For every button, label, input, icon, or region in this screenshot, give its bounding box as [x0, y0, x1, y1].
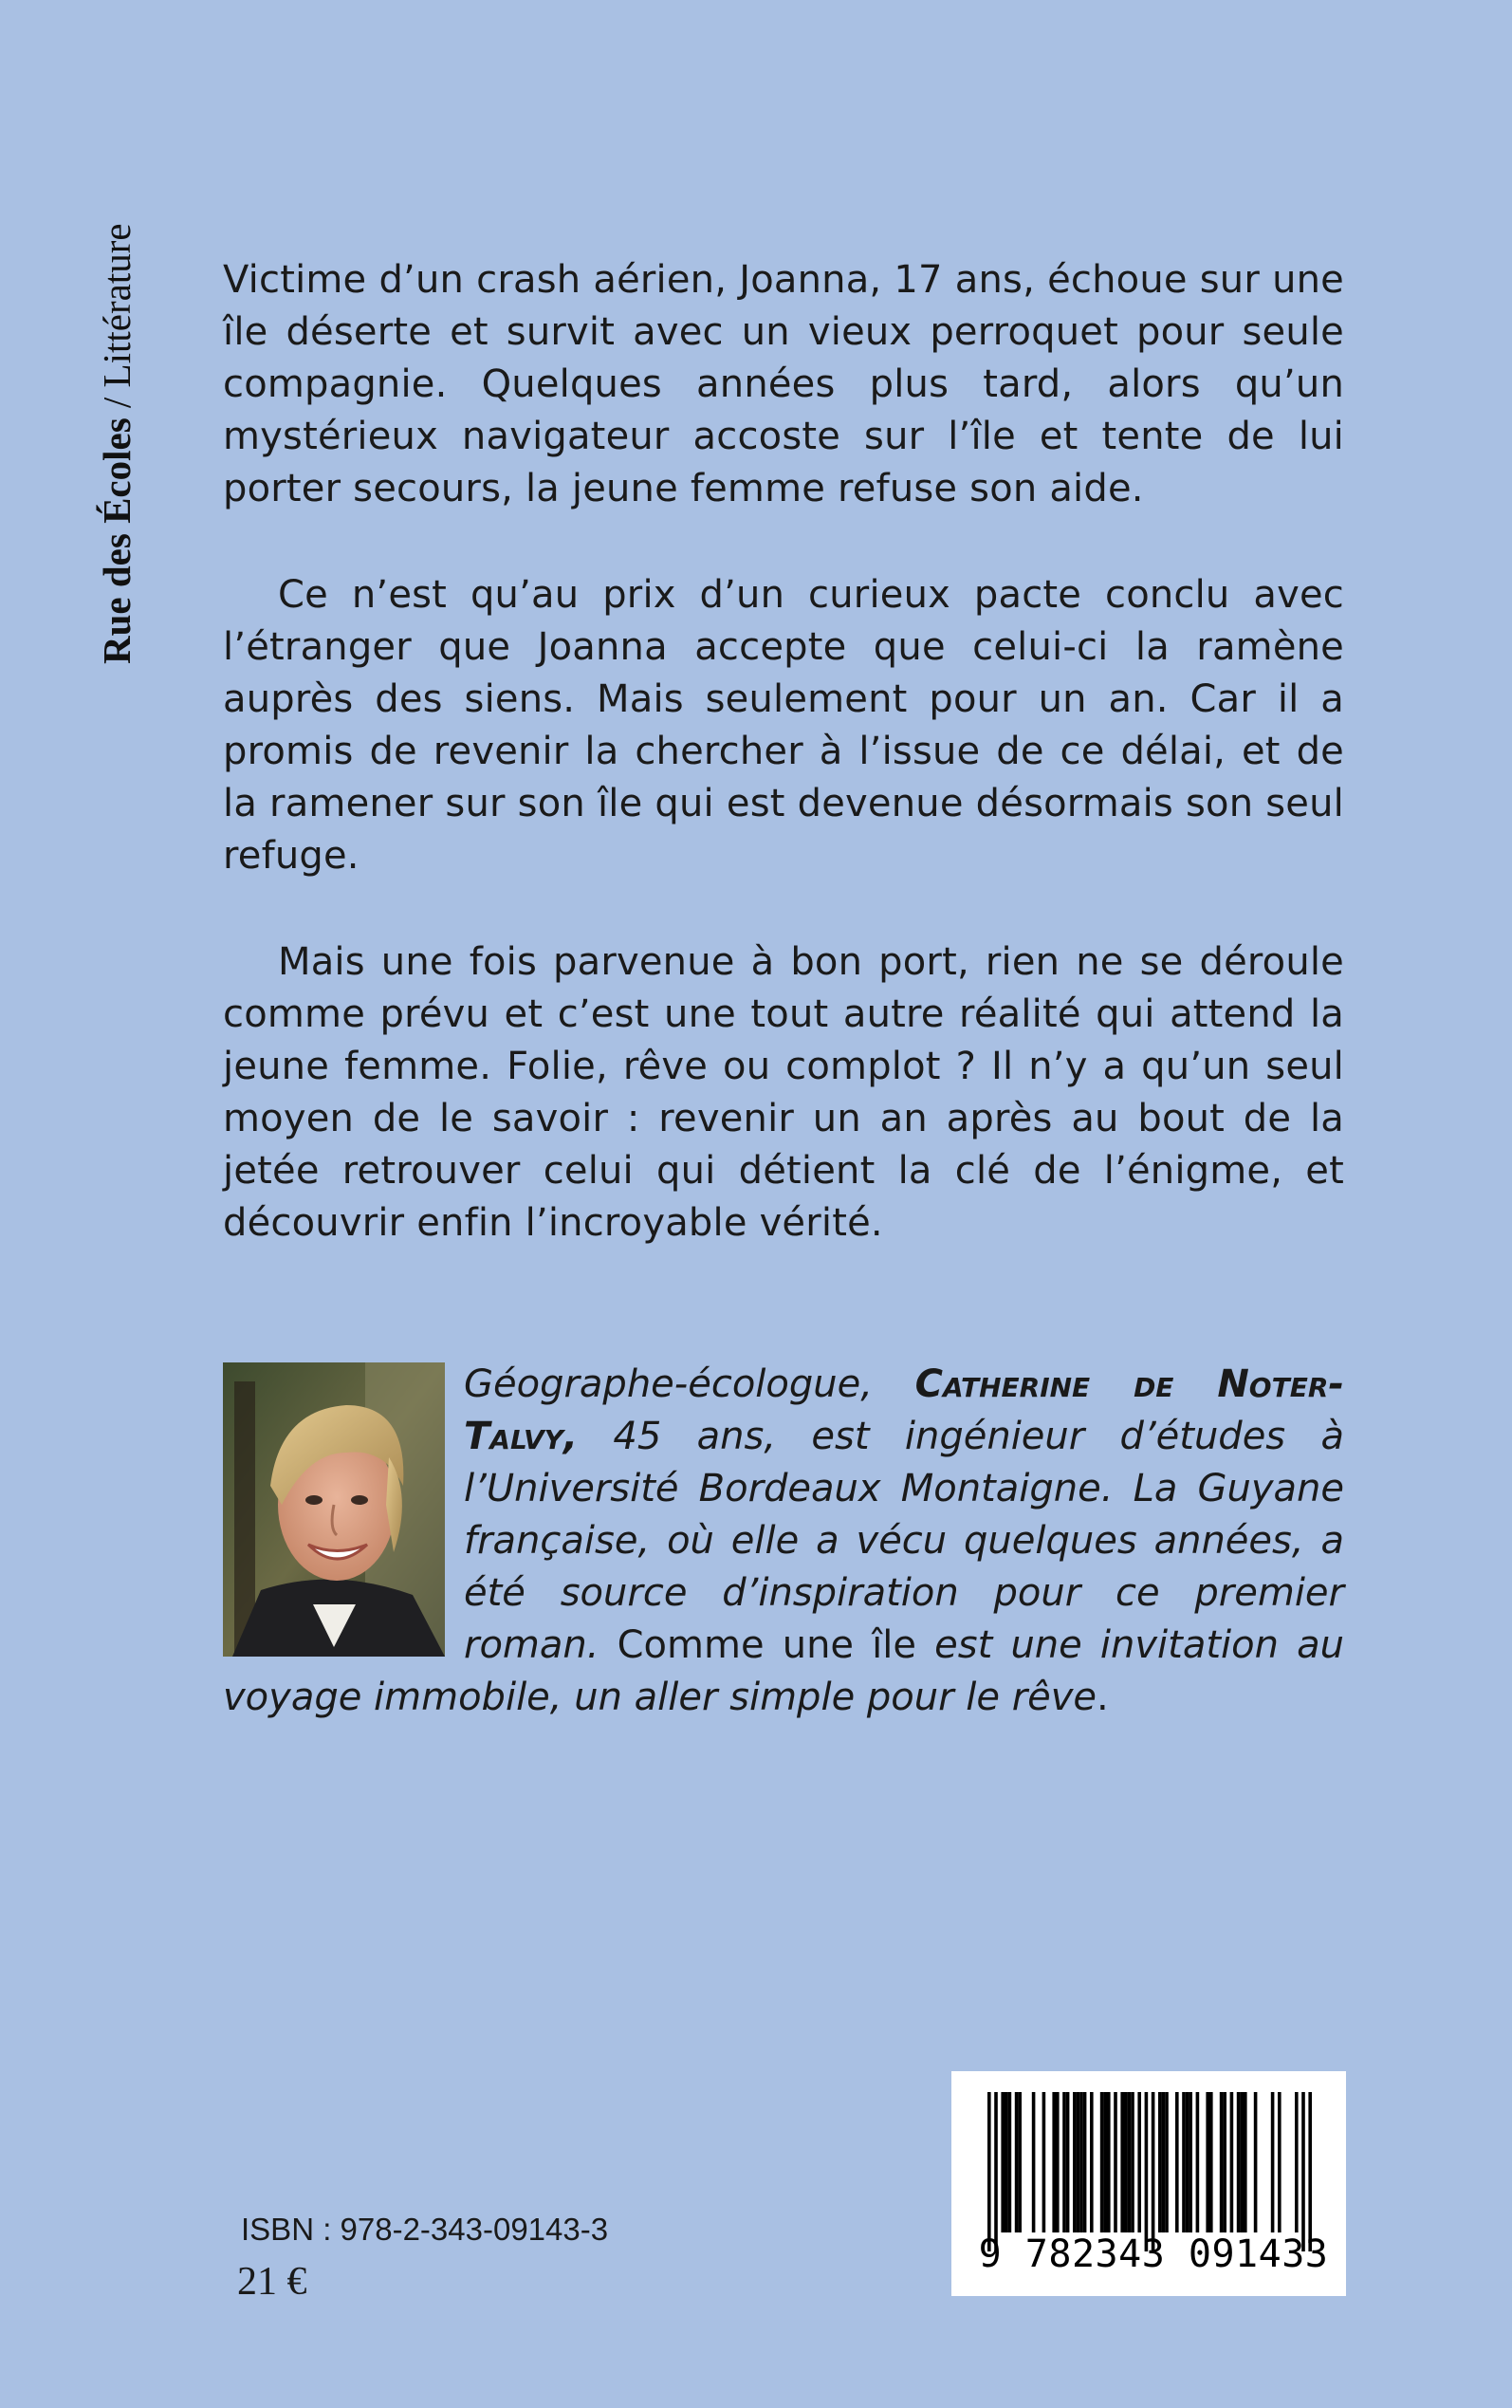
author-bio: [223, 1359, 1344, 1724]
barcode-bar: [1209, 2092, 1213, 2232]
barcode-bar: [1175, 2092, 1179, 2232]
spine-separator: /: [95, 387, 138, 418]
barcode-bar: [1295, 2092, 1299, 2232]
bio-end: .: [1097, 1676, 1109, 1719]
barcode-bar: [1220, 2092, 1224, 2232]
barcode-bar: [1230, 2092, 1234, 2232]
blurb-paragraph-3: Mais une fois parvenue à bon port, rien ne se déroule comme prévu et c’est une tout autre réalité qui attend la jeune femme. Folie, rêve ou complot ? Il n’y a qu’un seul moyen de le savoir : revenir un an après au bout de la jetée retrouver celui qui détient la clé de l’énigme, et découvrir enfin l’incroyable vérité.: [223, 940, 1344, 1245]
barcode-bar: [1052, 2092, 1056, 2232]
blurb-paragraph-2: Ce n’est qu’au prix d’un curieux pacte conclu avec l’étranger que Joanna accepte que celui-ci la ramène auprès des siens. Mais seulement pour un an. Car il a promis de revenir la chercher à l’issue de ce délai, et de la ramener sur son île qui est devenue désormais son seul refuge.: [223, 573, 1344, 878]
barcode-bar: [1271, 2092, 1275, 2232]
barcode-bar: [1182, 2092, 1186, 2232]
barcode-bar: [1124, 2092, 1128, 2232]
barcode-bar: [1056, 2092, 1060, 2232]
blurb: [223, 254, 1344, 1304]
barcode-bar: [1100, 2092, 1104, 2232]
blurb-paragraph-1: Victime d’un crash aérien, Joanna, 17 ans, échoue sur une île déserte et survit avec un vieux perroquet pour seule compagnie. Quelques années plus tard, alors qu’un mystérieux navigateur accoste sur l’île et tente de lui porter secours, la jeune femme refuse son aide.: [223, 258, 1344, 510]
barcode-bar: [1278, 2092, 1282, 2232]
barcode-bar: [1189, 2092, 1192, 2232]
barcode-bar: [1073, 2092, 1077, 2232]
spine: [93, 223, 138, 665]
author-photo: [223, 1362, 445, 1657]
barcode-bar: [1042, 2092, 1046, 2232]
price: 21 €: [237, 2260, 307, 2304]
book-title: Comme une île: [617, 1623, 917, 1667]
barcode-bar: [1107, 2092, 1111, 2232]
barcode-bar: [1206, 2092, 1209, 2232]
barcode-bar: [1137, 2092, 1141, 2232]
barcode-bar: [1018, 2092, 1022, 2232]
barcode-bar: [1015, 2092, 1019, 2232]
barcode-bar: [1186, 2092, 1189, 2232]
barcode-bar: [1103, 2092, 1107, 2232]
barcode-bar: [1301, 2092, 1305, 2251]
barcode: [951, 2071, 1346, 2296]
barcode-bar: [1237, 2092, 1241, 2232]
author-name: Catherine de Noter-Talvy,: [464, 1362, 1344, 1458]
barcode-bar: [1158, 2092, 1162, 2232]
barcode-bar: [1066, 2092, 1070, 2232]
barcode-bar: [1254, 2092, 1258, 2232]
isbn: ISBN : 978-2-343-09143-3: [241, 2212, 609, 2247]
barcode-bar: [1162, 2092, 1166, 2232]
barcode-bar: [1032, 2092, 1036, 2232]
barcode-bar: [1062, 2092, 1066, 2232]
barcode-bar: [1128, 2092, 1132, 2232]
barcode-bar: [994, 2092, 998, 2251]
barcode-bar: [1145, 2092, 1149, 2251]
series-name: Rue des Écoles: [95, 417, 138, 664]
book-description: est une invitation au voyage immobile, un aller simple pour le rêve: [223, 1623, 1344, 1719]
barcode-digits: 9 782343 091433: [978, 2232, 1329, 2276]
barcode-bar: [1114, 2092, 1117, 2232]
barcode-bar: [1079, 2092, 1083, 2232]
barcode-bar: [1077, 2092, 1080, 2232]
spine-title: [93, 223, 140, 664]
barcode-bar: [1152, 2092, 1155, 2251]
author-bio-text: 45 ans, est ingénieur d’études à l’Université Bordeaux Montaigne. La Guyane française, où elle a vécu quelques années, a été source d’inspiration pour ce premier roman.: [464, 1415, 1344, 1667]
author-intro: Géographe-écologue,: [464, 1362, 915, 1406]
barcode-bar: [1240, 2092, 1244, 2232]
barcode-bar: [1005, 2092, 1008, 2232]
barcode-bar: [1308, 2092, 1312, 2251]
collection-name: Littérature: [95, 223, 138, 388]
barcode-bar: [987, 2092, 991, 2251]
barcode-bar: [1223, 2092, 1226, 2232]
barcode-bar: [1083, 2092, 1087, 2232]
barcode-bar: [1165, 2092, 1169, 2232]
barcode-bar: [1131, 2092, 1134, 2232]
barcode-bar: [1001, 2092, 1005, 2232]
barcode-bar: [1196, 2092, 1200, 2232]
barcode-bar: [1090, 2092, 1094, 2232]
barcode-bar: [1008, 2092, 1012, 2232]
barcode-bar: [1120, 2092, 1124, 2232]
barcode-bar: [1244, 2092, 1247, 2232]
